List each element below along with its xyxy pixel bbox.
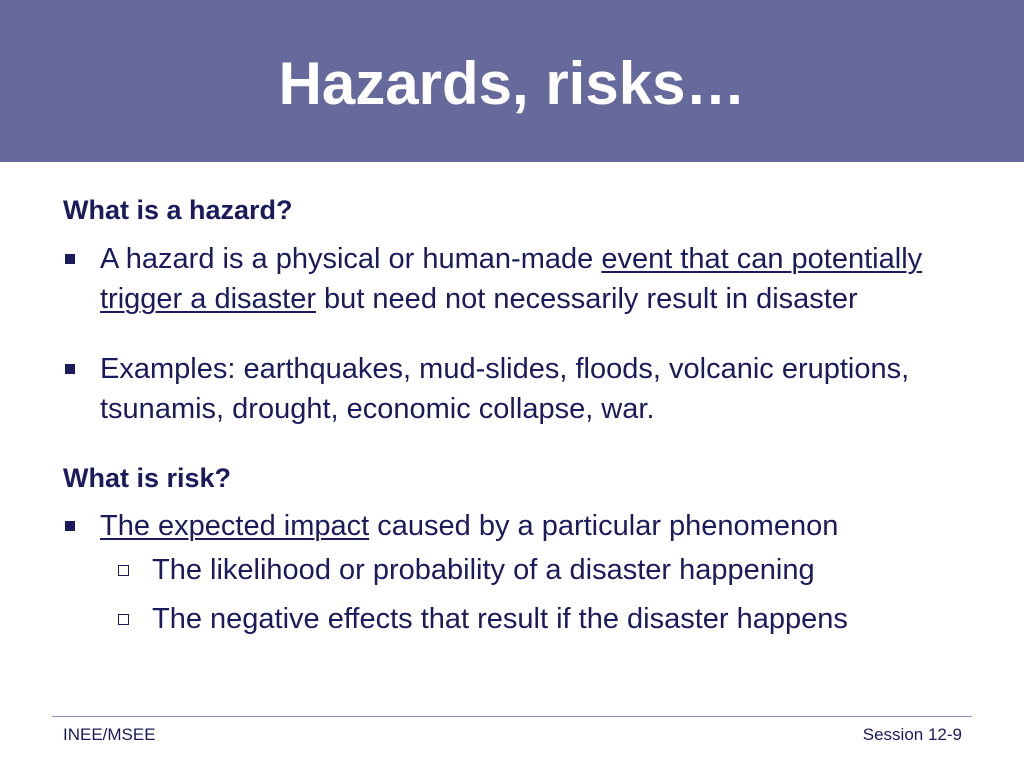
slide-content [63, 190, 983, 644]
square-bullet-icon [65, 364, 75, 374]
risk-likelihood-sub-bullet [63, 546, 983, 595]
footer-session-number: Session 12-9 [862, 725, 962, 744]
hollow-square-bullet-icon [118, 614, 129, 625]
risk-effects-sub-bullet [63, 595, 983, 644]
square-bullet-icon [65, 254, 75, 264]
hazard-examples-bullet [63, 349, 983, 429]
risk-effects-text: The negative effects that result if the disaster happens [152, 603, 848, 635]
hollow-square-bullet-icon [118, 565, 129, 576]
hazard-heading: What is a hazard? [63, 195, 293, 225]
slide-title: Hazards, risks… [278, 50, 746, 117]
footer-organization: INEE/MSEE [63, 725, 156, 744]
hazard-definition-underlined: event that can potentially trigger a disaster [100, 243, 923, 315]
hazard-definition-bullet [63, 239, 983, 319]
risk-definition-bullet [63, 506, 983, 546]
risk-definition-post: caused by a particular phenomenon [369, 510, 839, 542]
footer-divider [52, 716, 972, 717]
risk-definition-underlined: The expected impact [100, 510, 370, 542]
risk-heading: What is risk? [63, 463, 232, 493]
hazard-definition-pre: A hazard is a physical or human-made [100, 243, 602, 275]
hazard-definition-post: but need not necessarily result in disaster [316, 283, 858, 315]
risk-likelihood-text: The likelihood or probability of a disaster happening [152, 554, 815, 586]
hazard-examples-text: Examples: earthquakes, mud-slides, floods, volcanic eruptions, tsunamis, drought, economic collapse, war. [100, 353, 910, 425]
square-bullet-icon [65, 521, 75, 531]
title-bar [0, 0, 1024, 162]
